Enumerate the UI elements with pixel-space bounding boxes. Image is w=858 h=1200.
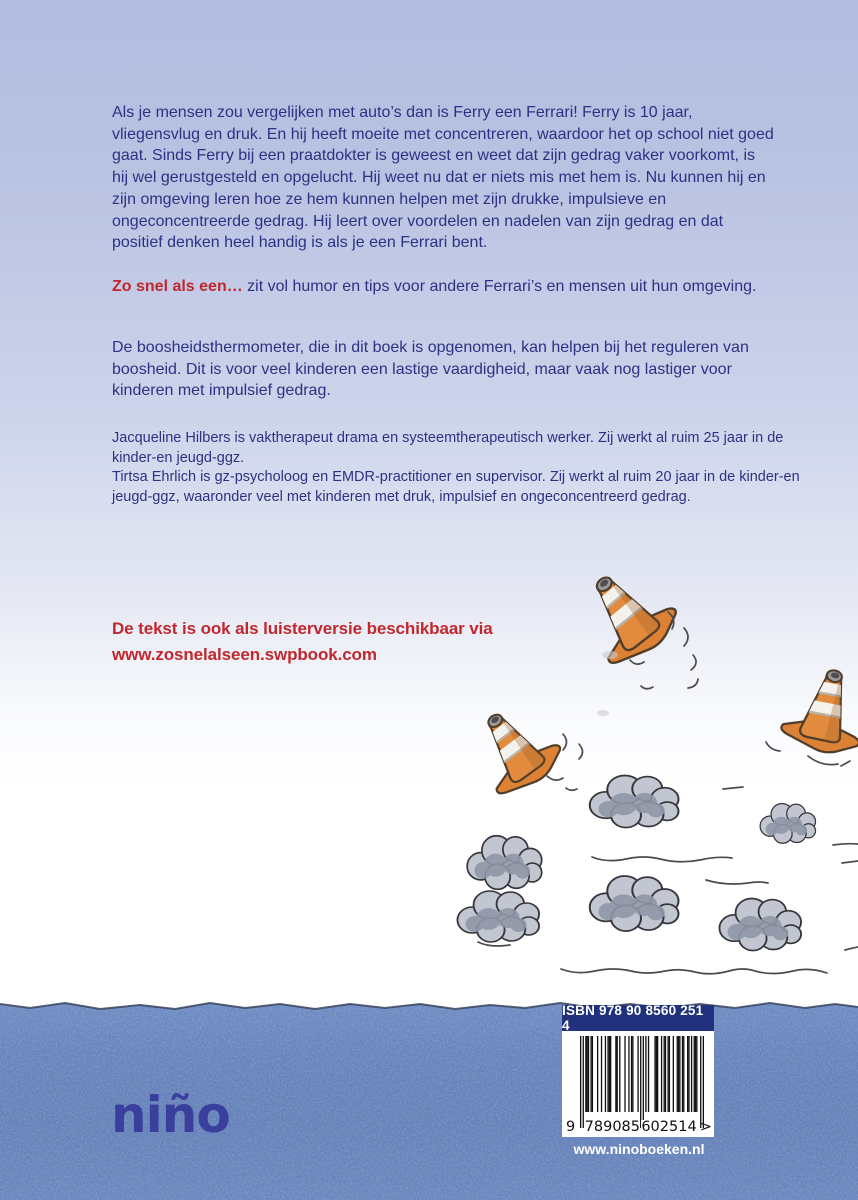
- dust-cloud-icon: [467, 836, 542, 890]
- barcode-bars-icon: [580, 1036, 704, 1128]
- barcode-digits: [566, 1120, 712, 1135]
- author-bio-jacqueline: Jacqueline Hilbers is vaktherapeut drama en systeemtherapeutisch werker. Zij werkt al ruim 25 jaar in de kinder-en jeugd-ggz.: [112, 430, 784, 466]
- dust-smudge: [597, 710, 609, 716]
- barcode-end-mark: >: [699, 1118, 712, 1135]
- barcode-digit-first: 9: [566, 1118, 576, 1135]
- traffic-cone-icon: [460, 693, 569, 803]
- title-mention-paragraph: [112, 276, 774, 298]
- author-bios: [112, 429, 812, 507]
- dust-cloud-icon: [760, 804, 815, 844]
- dust-cloud-icon: [457, 891, 539, 942]
- audiobook-note-url: www.zosnelalseen.swpbook.com: [112, 645, 377, 664]
- dust-cloud-icon: [590, 876, 679, 931]
- barcode-digits-left: 789085: [584, 1118, 641, 1135]
- dust-cloud-icon: [719, 899, 801, 951]
- barcode-panel: [562, 1005, 714, 1137]
- anger-thermometer-paragraph: De boosheidsthermometer, die in dit boek is opgenomen, kan helpen bij het reguleren van boosheid. Dit is voor veel kinderen een lastige vaardigheid, maar vaak nog lastiger voor kinderen met impulsief gedrag.: [112, 339, 749, 400]
- traffic-cone-icon: [566, 553, 685, 673]
- book-title-text: Zo snel als een…: [112, 278, 243, 295]
- audiobook-note-line: De tekst is ook als luisterversie beschikbaar via: [112, 619, 493, 638]
- audiobook-note: [112, 616, 493, 668]
- publisher-website: www.ninoboeken.nl: [573, 1141, 705, 1157]
- ean-barcode: [566, 1036, 712, 1135]
- publisher-logo: niño: [111, 1086, 230, 1144]
- synopsis-paragraph: Als je mensen zou vergelijken met auto’s dan is Ferry een Ferrari! Ferry is 10 jaar, vliegensvlug en druk. En hij heeft moeite met concentreren, waardoor het op school niet goed gaat. Sinds Ferry bij een praatdokter is geweest en weet dat zijn gedrag vaker voorkomt, is hij wel gerustgesteld en opgelucht. Hij weet nu dat er niets mis met hem is. Nu kunnen hij en zijn omgeving leren hoe ze hem kunnen helpen met zijn drukke, impulsieve en ongeconcentreerde gedrag. Hij leert over voordelen en nadelen van zijn gedrag en dat positief denken heel handig is als je een Ferrari bent.: [112, 104, 774, 252]
- traffic-cone-icon: [778, 659, 858, 759]
- barcode-digits-right: 602514: [641, 1118, 697, 1135]
- author-bio-tirtsa: Tirtsa Ehrlich is gz-psycholoog en EMDR-practitioner en supervisor. Zij werkt al ruim 20 jaar in de kinder-en jeugd-ggz, waaronder veel met kinderen met druk, impulsief en ongeconcentreerd gedrag.: [112, 469, 800, 505]
- title-mention-rest: zit vol humor en tips voor andere Ferrari’s en mensen uit hun omgeving.: [242, 278, 757, 295]
- dust-smudge: [602, 651, 618, 659]
- dust-cloud-icon: [590, 776, 679, 828]
- isbn-label: ISBN 978 90 8560 251 4: [562, 1005, 714, 1031]
